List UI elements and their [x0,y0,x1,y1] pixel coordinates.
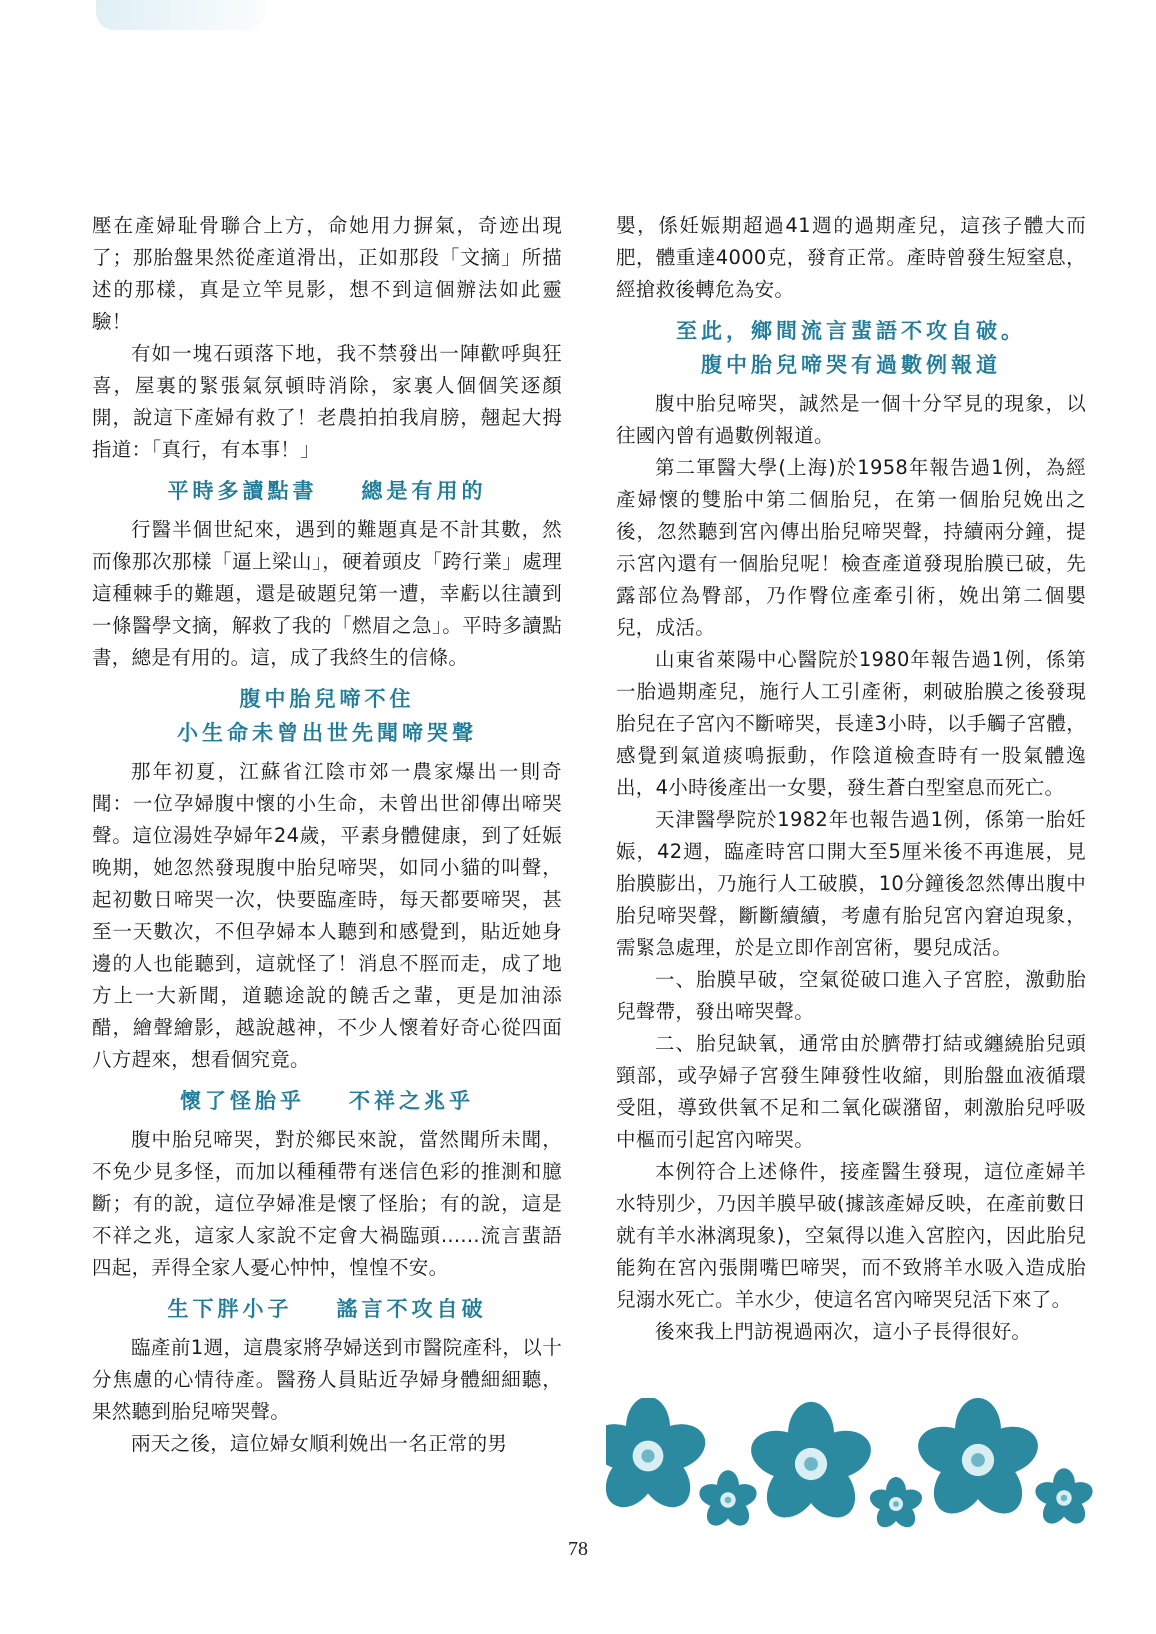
flower-icon [745,1402,877,1528]
paragraph: 腹中胎兒啼哭，誠然是一個十分罕見的現象，以往國內曾有過數例報道。 [616,392,1086,447]
paragraph: 嬰，係妊娠期超過41週的過期產兒，這孩子體大而肥，體重達4000克，發育正常。產時曾發生短窒息，經搶救後轉危為安。 [616,214,1086,301]
heading-part: 懷了怪胎乎 [180,1088,305,1113]
section-heading [92,1084,562,1118]
paragraph: 本例符合上述條件，接產醫生發現，這位產婦羊水特別少，乃因羊膜早破(據該產婦反映，在產前數日就有羊水淋漓現象)，空氣得以進入宮腔內，因此胎兒能夠在宮內張開嘴巴啼哭，而不致將羊水吸入造成胎兒溺水死亡。羊水少，使這名宮內啼哭兒活下來了。 [616,1160,1086,1311]
heading-part: 謠言不攻自破 [336,1296,487,1321]
paragraph: 那年初夏，江蘇省江陰市郊一農家爆出一則奇聞：一位孕婦腹中懷的小生命，未曾出世卻傳出啼哭聲。這位湯姓孕婦年24歲，平素身體健康，到了妊娠晚期，她忽然發現腹中胎兒啼哭，如同小貓的叫聲，起初數日啼哭一次，快要臨產時，每天都要啼哭，甚至一天數次，不但孕婦本人聽到和感覺到，貼近她身邊的人也能聽到，這就怪了！消息不脛而走，成了地方上一大新聞，道聽途說的饒舌之輩，更是加油添醋，繪聲繪影，越說越神，不少人懷着好奇心從四面八方趕來，想看個究竟。 [92,760,562,1071]
heading-line: 至此，鄉間流言蜚語不攻自破。 [676,318,1026,343]
heading-part: 總是有用的 [361,478,487,503]
paragraph: 第二軍醫大學(上海)於1958年報告過1例，為經產婦懷的雙胎中第二個胎兒，在第一個胎兒娩出之後，忽然聽到宮內傳出胎兒啼哭聲，持續兩分鐘，提示宮內還有一個胎兒呢！檢查產道發現胎膜已破，先露部位為臀部，乃作臀位產牽引術，娩出第二個嬰兒，成活。 [616,456,1086,639]
left-column [92,210,562,1460]
paragraph: 兩天之後，這位婦女順利娩出一名正常的男 [131,1432,508,1455]
heading-part: 不祥之兆乎 [349,1088,474,1113]
paragraph: 行醫半個世紀來，遇到的難題真是不計其數，然而像那次那樣「逼上梁山」，硬着頭皮「跨行業」處理這種棘手的難題，還是破題兒第一遭，幸虧以往讀到一條醫學文摘，解救了我的「燃眉之急」。平時多讀點書，總是有用的。這，成了我終生的信條。 [92,518,562,669]
heading-part: 平時多讀點書 [167,478,318,503]
flower-decoration [606,1398,1096,1528]
heading-line: 腹中胎兒啼哭有過數例報道 [701,352,1001,377]
paragraph: 腹中胎兒啼哭，對於鄉民來說，當然聞所未聞，不免少見多怪，而加以種種帶有迷信色彩的推測和臆斷；有的說，這位孕婦准是懷了怪胎；有的說，這是不祥之兆，這家人家說不定會大禍臨頭......流言蜚語四起，弄得全家人憂心忡忡，惶惶不安。 [92,1128,562,1279]
flower-icon [606,1398,711,1517]
section-heading [92,682,562,750]
section-heading [616,314,1086,382]
heading-part: 生下胖小子 [167,1296,293,1321]
page-number: 78 [568,1538,588,1560]
paragraph: 壓在產婦耻骨聯合上方，命她用力摒氣，奇迹出現了；那胎盤果然從產道滑出，正如那段「文摘」所描述的那樣，真是立竿見影，想不到這個辦法如此靈驗！ [92,214,562,333]
paragraph: 臨產前1週，這農家將孕婦送到市醫院產科，以十分焦慮的心情待產。醫務人員貼近孕婦身體細細聽，果然聽到胎兒啼哭聲。 [92,1336,562,1423]
flower-icon [867,1477,925,1528]
right-column [616,210,1086,1348]
paragraph: 二、胎兒缺氧，通常由於臍帶打結或纏繞胎兒頭頸部，或孕婦子宮發生陣發性收縮，則胎盤血液循環受阻，導致供氧不足和二氧化碳潴留，刺激胎兒呼吸中樞而引起宮內啼哭。 [616,1032,1086,1151]
paragraph: 山東省萊陽中心醫院於1980年報告過1例，係第一胎過期產兒，施行人工引產術，刺破胎膜之後發現胎兒在子宮內不斷啼哭，長達3小時，以手觸子宮體，感覺到氣道痰鳴振動，作陰道檢查時有一股氣體逸出，4小時後產出一女嬰，發生蒼白型窒息而死亡。 [616,648,1086,799]
heading-line: 腹中胎兒啼不住 [239,686,415,711]
flower-icon [696,1470,759,1528]
flower-icon [912,1398,1044,1524]
paragraph: 有如一塊石頭落下地，我不禁發出一陣歡呼與狂喜，屋裏的緊張氣氛頓時消除，家裏人個個笑逐顏開，說這下產婦有救了！老農拍拍我肩膀，翹起大拇指道：「真行，有本事！」 [92,342,562,461]
corner-decoration [96,0,266,30]
flower-icon [1032,1468,1095,1528]
paragraph: 天津醫學院於1982年也報告過1例，係第一胎妊娠，42週，臨產時宮口開大至5厘米後不再進展，見胎膜膨出，乃施行人工破膜，10分鐘後忽然傳出腹中胎兒啼哭聲，斷斷續續，考慮有胎兒宮內窘迫現象，需緊急處理，於是立即作剖宮術，嬰兒成活。 [616,808,1086,959]
section-heading [92,474,562,508]
paragraph: 一、胎膜早破，空氣從破口進入子宮腔，激動胎兒聲帶，發出啼哭聲。 [616,968,1086,1023]
section-heading [92,1292,562,1326]
paragraph: 後來我上門訪視過兩次，這小子長得很好。 [655,1320,1032,1343]
heading-line: 小生命未曾出世先聞啼哭聲 [177,720,477,745]
